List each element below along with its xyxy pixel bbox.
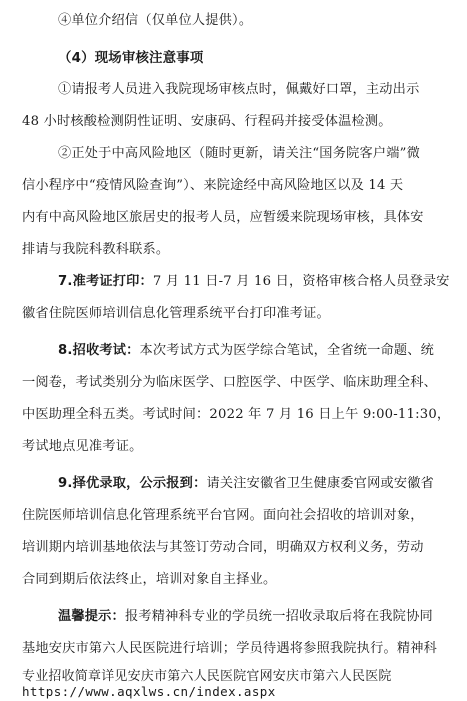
- onsite-review-note-1-line-1: ①请报考人员进入我院现场审核点时，佩戴好口罩，主动出示: [58, 82, 420, 97]
- entrance-exam-line-3: 中医助理全科五类。考试时间：2022 年 7 月 16 日上午 9:00-11:30，: [22, 407, 451, 422]
- entrance-exam-text: 本次考试方式为医学综合笔试，全省统一命题、统: [139, 343, 435, 358]
- admission-ticket-print-line-2: 徽省住院医师培训信息化管理系统平台打印准考证。: [22, 306, 330, 321]
- friendly-reminder-title: 温馨提示：: [58, 609, 125, 624]
- onsite-review-note-2-line-3: 内有中高风险地区旅居史的报考人员，应暂缓来院现场审核，具体安: [22, 210, 424, 225]
- admission-ticket-print-line-1: [58, 273, 450, 291]
- section-heading-onsite-review-notes: （4）现场审核注意事项: [58, 51, 204, 66]
- entrance-exam-line-4: 考试地点见准考证。: [22, 439, 143, 454]
- onsite-review-note-1-line-2: 48 小时核酸检测阴性证明、安康码、行程码并接受体温检测。: [22, 114, 392, 129]
- friendly-reminder-line-2: 基地安庆市第六人民医院进行培训；学员待遇将参照我院执行。精神科: [22, 641, 438, 656]
- admission-announcement-line-1: [58, 475, 434, 493]
- admission-announcement-line-3: 培训期内培训基地依法与其签订劳动合同，明确双方权利义务，劳动: [22, 540, 424, 555]
- admission-announcement-line-2: 住院医师培训信息化管理系统平台官网。面向社会招收的培训对象，: [22, 508, 424, 523]
- onsite-review-note-2-line-2: 信小程序中“疫情风险查询”）、来院途经中高风险地区以及 14 天: [22, 178, 404, 193]
- admission-announcement-line-4: 合同到期后依法终止，培训对象自主择业。: [22, 572, 277, 587]
- onsite-review-note-2-line-4: 排请与我院科教科联系。: [22, 242, 170, 257]
- entrance-exam-line-1: [58, 342, 434, 360]
- admission-announcement-title: 9.择优录取，公示报到：: [58, 476, 207, 491]
- item-unit-letter: ④单位介绍信（仅单位人提供）。: [58, 13, 253, 28]
- entrance-exam-line-2: 一阅卷，考试类别分为临床医学、口腔医学、中医学、临床助理全科、: [22, 375, 438, 390]
- friendly-reminder-line-3: 专业招收简章详见安庆市第六人民医院官网安庆市第六人民医院: [22, 669, 392, 684]
- onsite-review-note-2-line-1: ②正处于中高风险地区（随时更新，请关注“国务院客户端”微: [58, 146, 420, 161]
- admission-ticket-print-title: 7.准考证打印：: [58, 274, 153, 289]
- hospital-website-link[interactable]: https://www.aqxlws.cn/index.aspx: [22, 684, 276, 699]
- friendly-reminder-text: 报考精神科专业的学员统一招收录取后将在我院协同: [124, 609, 433, 624]
- admission-announcement-text: 请关注安徽省卫生健康委官网或安徽省: [206, 476, 435, 491]
- entrance-exam-title: 8.招收考试：: [58, 343, 140, 358]
- admission-ticket-print-text: 7 月 11 日-7 月 16 日，资格审核合格人员登录安: [152, 274, 450, 289]
- friendly-reminder-line-1: [58, 608, 433, 626]
